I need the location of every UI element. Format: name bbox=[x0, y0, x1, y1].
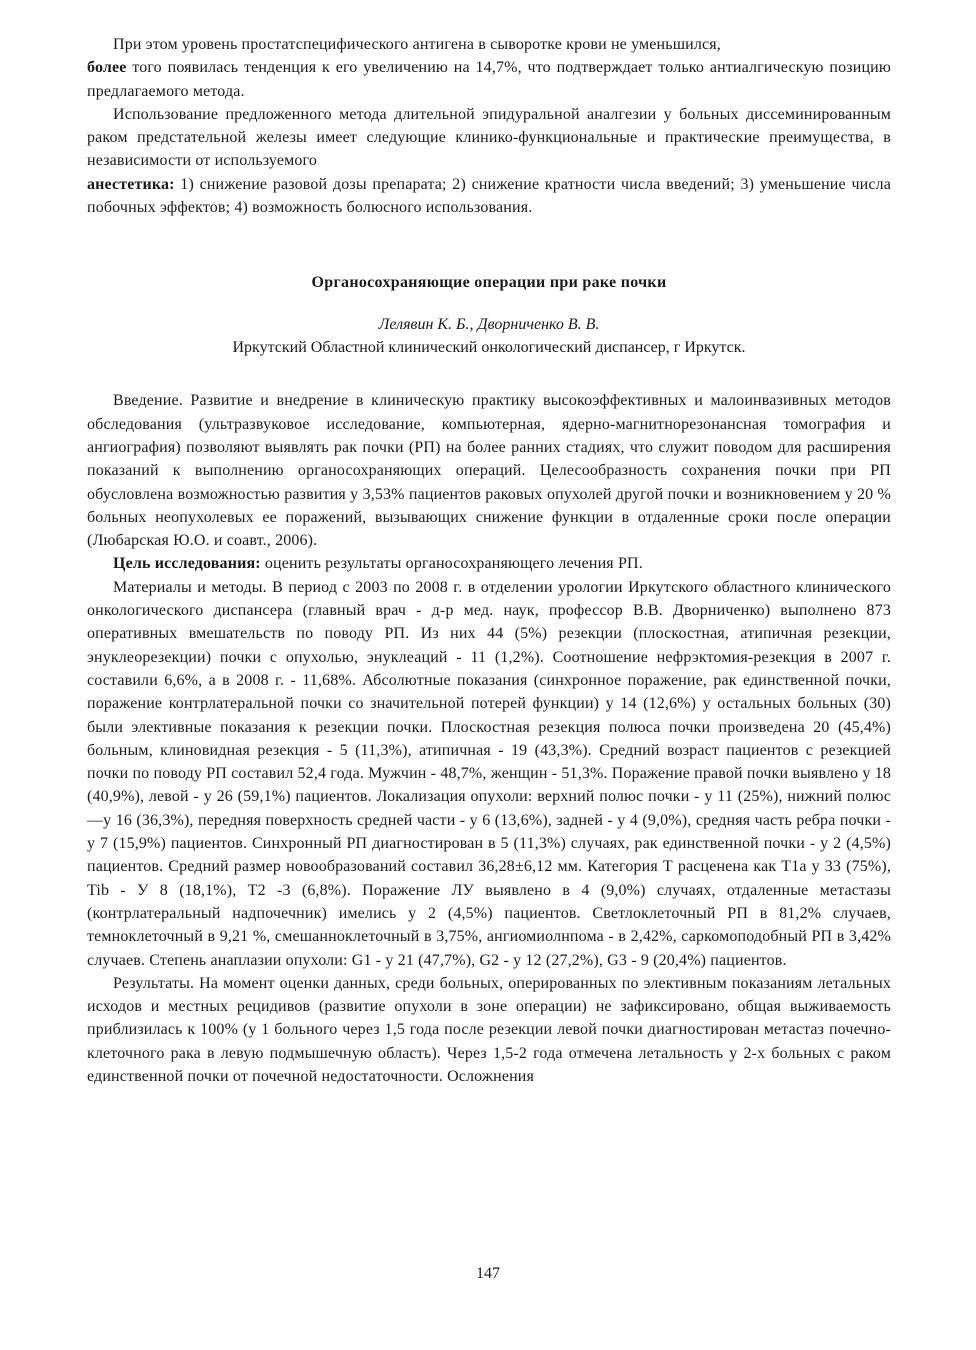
aim-text: оценить результаты органосохраняющего лечения РП. bbox=[260, 555, 643, 573]
paragraph-text: 1) снижение разовой дозы препарата; 2) снижение кратности числа введений; 3) уменьшение числа побочных эффектов; 4) возможность болюсного использования. bbox=[87, 175, 891, 217]
results-paragraph: Результаты. На момент оценки данных, среди больных, оперированных по элективным показаниям летальных исходов и местных рецидивов (развитие опухоли в зоне операции) не зафиксировано, общая выживаемость приблизилась к 100% (у 1 больного через 1,5 года после резекции левой почки диагностирован метастаз почечно-клеточного рака в левую подмышечную область). Через 1,5-2 года отмечена летальность у 2-х больных с раком единственной почки от почечной недостаточности. Осложнения bbox=[87, 974, 891, 1085]
paragraph-text: Использование предложенного метода длительной эпидуральной аналгезии у больных диссеминированным раком предстательной железы имеет следующие клинико-функциональные и практические преимущества, в независимости от используемого bbox=[87, 105, 891, 170]
bold-word: более bbox=[87, 59, 127, 77]
page-body bbox=[87, 33, 891, 1088]
paragraph-text: того появилась тенденция к его увеличению на 14,7%, что подтверждает только антиалгическую позицию предлагаемого метода. bbox=[87, 59, 891, 100]
intro-paragraph-2 bbox=[87, 103, 891, 219]
article-institution: Иркутский Областной клинический онкологический диспансер, г Иркутск. bbox=[232, 339, 746, 357]
introduction-paragraph: Введение. Развитие и внедрение в клиническую практику высокоэффективных и малоинвазивных методов обследования (ультразвуковое исследование, компьютерная, ядерно-магнитнорезонансная томография и ангиография) позволяют выявлять рак почки (РП) на более ранних стадиях, что служит поводом для расширения показаний к выполнению органосохраняющих операций. Целесообразность сохранения почки при РП обусловлена возможностью развития у 3,53% пациентов раковых опухолей другой почки и возникновением у 20 % больных неопухолевых ее поражений, вызывающих снижение функции в отдаленные сроки после операции (Любарская Ю.О. и соавт., 2006). bbox=[87, 392, 891, 550]
intro-paragraph-1 bbox=[87, 33, 891, 103]
paragraph-text: При этом уровень простатспецифического антигена в сыворотке крови не уменьшился, bbox=[113, 36, 721, 53]
bold-word: анестетика: bbox=[87, 175, 175, 193]
article-authors: Лелявин К. Б., Дворниченко В. В. bbox=[378, 316, 600, 334]
aim-paragraph bbox=[87, 552, 891, 575]
page-number: 147 bbox=[476, 1265, 500, 1282]
article-title: Органосохраняющие операции при раке почки bbox=[311, 274, 667, 292]
methods-paragraph: Материалы и методы. В период с 2003 по 2008 г. в отделении урологии Иркутского областного клинического онкологического диспансера (главный врач - д-р мед. наук, профессор В.В. Дворниченко) выполнено 873 оперативных вмешательств по поводу РП. Из них 44 (5%) резекции (плоскостная, атипичная резекции, энуклеорезекции) почки с опухолью, энуклеаций - 11 (1,2%). Соотношение нефрэктомия-резекция в 2007 г. составили 6,6%, а в 2008 г. - 11,68%. Абсолютные показания (синхронное поражение, рак единственной почки, поражение контрлатеральной почки со значительной потерей функции) у 14 (12,6%) у остальных больных (30) были элективные показания к резекции почки. Плоскостная резекция полюса почки произведена 20 (45,4%) больным, клиновидная резекция - 5 (11,3%), атипичная - 19 (43,3%). Средний возраст пациентов с резекцией почки по поводу РП составил 52,4 года. Мужчин - 48,7%, женщин - 51,3%. Поражение правой почки выявлено у 18 (40,9%), левой - у 26 (59,1%) пациентов. Локализация опухоли: верхний полюс почки - у 11 (25%), нижний полюс —у 16 (36,3%), передняя поверхность средней части - у 6 (13,6%), задней - у 4 (9,0%), средняя часть ребра почки - у 7 (15,9%) пациентов. Синхронный РП диагностирован в 5 (11,3%) случаях, рак единственной почки - у 2 (4,5%) пациентов. Средний размер новообразований составил 36,28±6,12 мм. Категория Т расценена как T1a у 33 (75%), Tib - У 8 (18,1%), Т2 -3 (6,8%). Поражение ЛУ выявлено в 4 (9,0%) случаях, отдаленные метастазы (контрлатеральный надпочечник) имелись у 2 (4,5%) пациентов. Светлоклеточный РП в 81,2% случаев, темноклеточный в 9,21 %, смешанноклеточный в 3,75%, ангиомиолнпома - в 2,42%, саркомоподобный РП в 3,42% случаев. Степень анаплазии опухоли: G1 - у 21 (47,7%), G2 - у 12 (27,2%), G3 - 9 (20,4%) пациентов. bbox=[87, 578, 891, 969]
aim-label: Цель исследования: bbox=[113, 555, 261, 573]
